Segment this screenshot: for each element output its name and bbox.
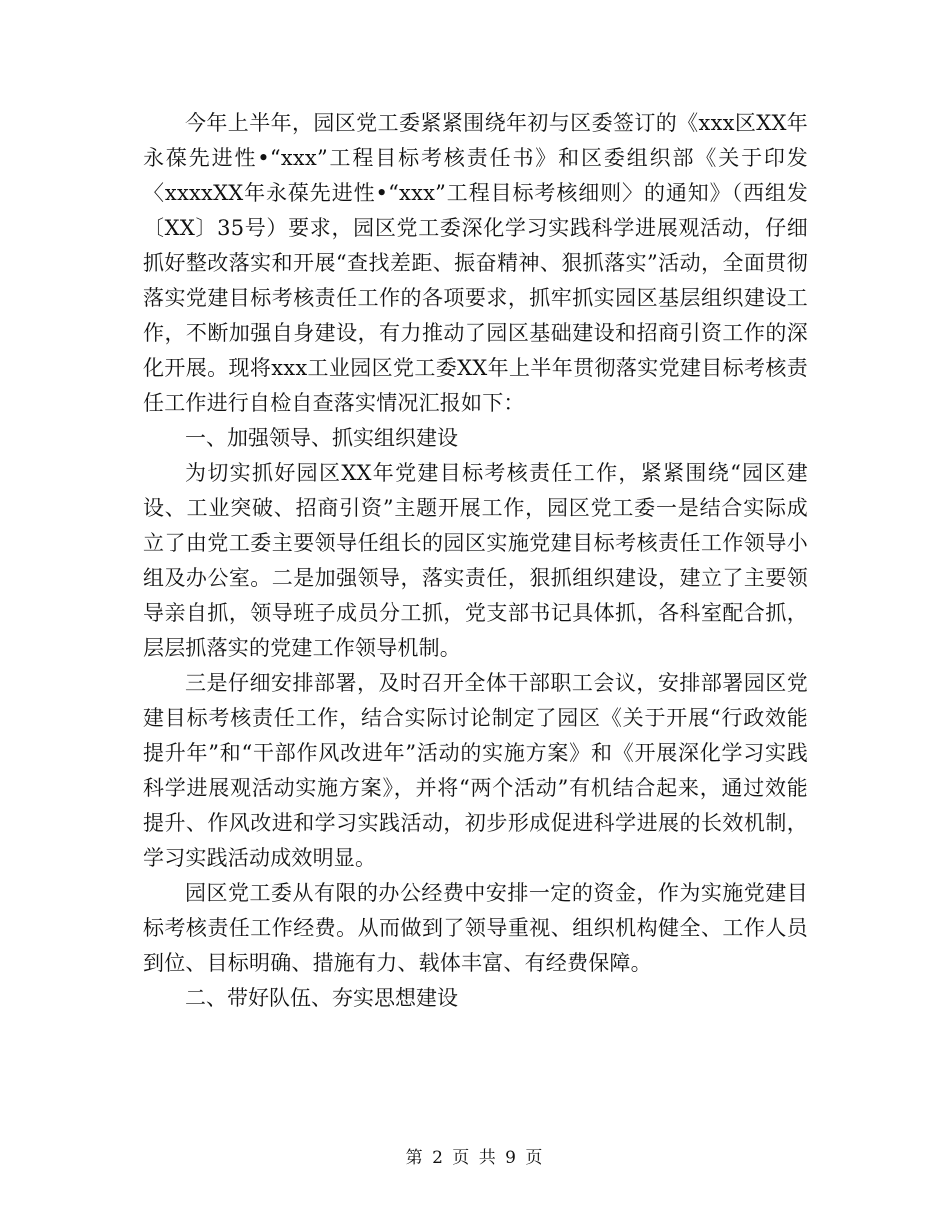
section1-paragraph-3: 园区党工委从有限的办公经费中安排一定的资金，作为实施党建目标考核责任工作经费。从而做到了领导重视、组织机构健全、工作人员到位、目标明确、措施有力、载体丰富、有经费保障。 — [143, 881, 808, 975]
intro-paragraph: 今年上半年，园区党工委紧紧围绕年初与区委签订的《xxx区XX年永葆先进性•“xxx”工程目标考核责任书》和区委组织部《关于印发〈xxxxXX年永葆先进性•“xxx”工程目标考核细则〉的通知》（西组发〔XX〕35号）要求，园区党工委深化学习实践科学进展观活动，仔细抓好整改落实和开展“查找差距、振奋精神、狠抓落实”活动，全面贯彻落实党建目标考核责任工作的各项要求，抓牢抓实园区基层组织建设工作，不断加强自身建设，有力推动了园区基础建设和招商引资工作的深化开展。现将xxx工业园区党工委XX年上半年贯彻落实党建目标考核责任工作进行自检自查落实情况汇报如下： — [143, 111, 808, 415]
section-heading-1: 一、加强领导、抓实组织建设 — [185, 426, 458, 450]
page-number-footer: 第 2 页 共 9 页 — [405, 1148, 545, 1168]
section-heading-2: 二、带好队伍、夯实思想建设 — [185, 986, 458, 1010]
section1-paragraph-2: 三是仔细安排部署，及时召开全体干部职工会议，安排部署园区党建目标考核责任工作，结合实际讨论制定了园区《关于开展“行政效能提升年”和“干部作风改进年”活动的实施方案》和《开展深化学习实践科学进展观活动实施方案》，并将“两个活动”有机结合起来，通过效能提升、作风改进和学习实践活动，初步形成促进科学进展的长效机制，学习实践活动成效明显。 — [143, 671, 808, 870]
document-body — [143, 106, 808, 1016]
section1-paragraph-1: 为切实抓好园区XX年党建目标考核责任工作，紧紧围绕“园区建设、工业突破、招商引资”主题开展工作，园区党工委一是结合实际成立了由党工委主要领导任组长的园区实施党建目标考核责任工作领导小组及办公室。二是加强领导，落实责任，狠抓组织建设，建立了主要领导亲自抓，领导班子成员分工抓，党支部书记具体抓，各科室配合抓，层层抓落实的党建工作领导机制。 — [143, 461, 808, 660]
